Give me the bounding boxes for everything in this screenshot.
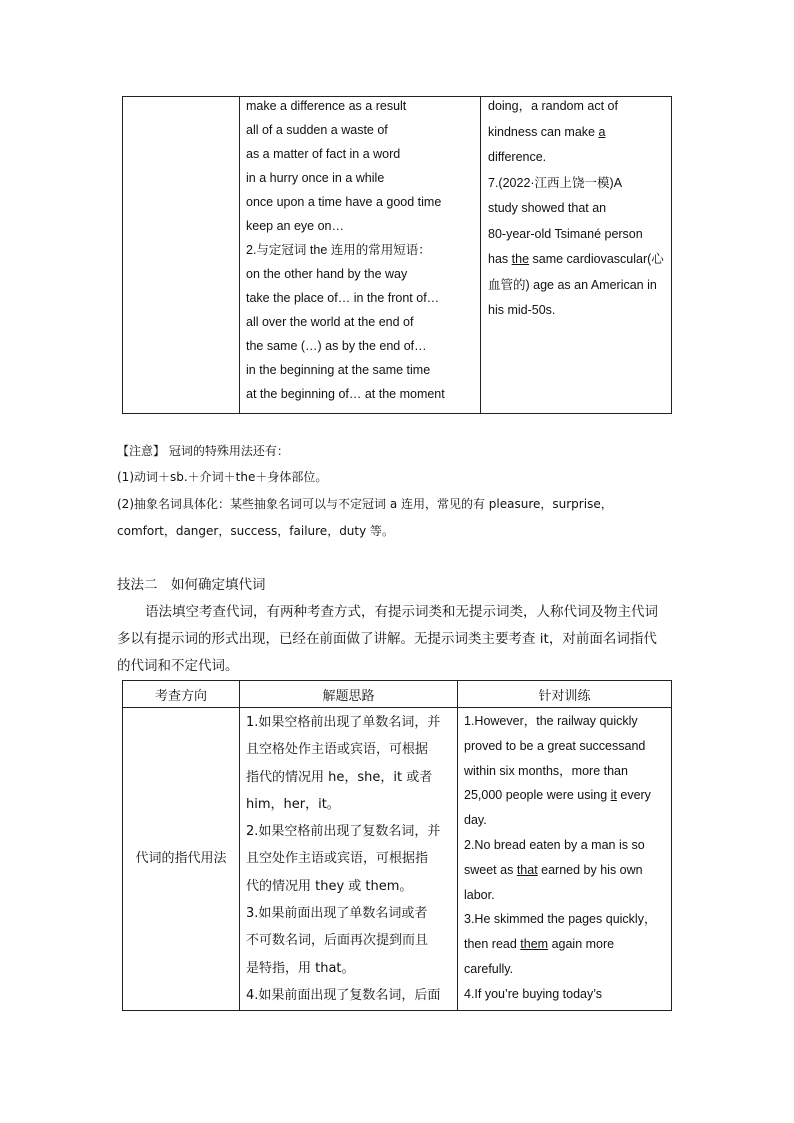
- method-line: 2.如果空格前出现了复数名词，并: [246, 824, 441, 840]
- section-heading: 技法二 如何确定填代词: [117, 577, 266, 593]
- table-header: 考查方向: [123, 681, 240, 708]
- phrase-line: all over the world at the end of: [246, 315, 414, 329]
- paragraph-line: 的代词和不定代词。: [117, 658, 239, 674]
- note-item: comfort，danger，success，failure，duty 等。: [117, 524, 395, 538]
- exercise-line: 7.(2022·江西上饶一模)A: [488, 175, 623, 190]
- method-cell: [240, 708, 458, 1011]
- practice-line: 2.No bread eaten by a man is so: [464, 837, 645, 852]
- exercise-line: 80-year-old Tsimané person: [488, 226, 643, 241]
- phrase-line: at the beginning of… at the moment: [246, 387, 445, 401]
- phrase-line: in the beginning at the same time: [246, 363, 431, 377]
- practice-line: 4.If you’re buying today’s: [464, 986, 603, 1001]
- phrase-line: keep an eye on…: [246, 219, 344, 233]
- article-phrases-table: [122, 96, 672, 414]
- note-item: (1)动词＋sb.＋介词＋the＋身体部位。: [117, 470, 328, 484]
- practice-line: 1.However，the railway quickly: [464, 714, 638, 728]
- phrase-line: as a matter of fact in a word: [246, 147, 401, 161]
- exercise-line: difference.: [488, 150, 547, 164]
- method-line: 指代的情况用 he，she，it 或者: [246, 769, 433, 785]
- note-item: (2)抽象名词具体化：某些抽象名词可以与不定冠词 a 连用，常见的有 pleasure，surprise，: [117, 497, 613, 511]
- practice-line: then read them again more: [464, 937, 615, 952]
- answer-blank: that: [516, 862, 538, 877]
- phrase-line: in a hurry once in a while: [246, 171, 385, 185]
- method-line: 是特指，用 that。: [246, 960, 355, 976]
- phrase-line: the same (…) as by the end of…: [246, 339, 427, 353]
- practice-line: carefully.: [464, 961, 514, 976]
- practice-line: day.: [464, 813, 487, 828]
- answer-blank: the: [511, 252, 530, 266]
- direction-cell: [123, 708, 240, 1011]
- phrase-subheading: 2.与定冠词 the 连用的常用短语：: [246, 243, 431, 257]
- note-heading: 【注意】 冠词的特殊用法还有：: [117, 444, 289, 458]
- phrase-line: all of a sudden a waste of: [246, 123, 388, 137]
- direction-label: 代词的指代用法: [135, 851, 227, 867]
- exercise-line: doing，a random act of: [488, 99, 618, 113]
- practice-line: within six months，more than: [464, 763, 628, 778]
- exercise-cell: [481, 97, 672, 414]
- practice-line: sweet as that earned by his own: [464, 862, 643, 877]
- method-line: 代的情况用 they 或 them。: [246, 878, 413, 894]
- phrase-line: make a difference as a result: [246, 99, 407, 113]
- method-line: 且空处作主语或宾语，可根据指: [246, 851, 429, 867]
- pronoun-table: [122, 680, 672, 1011]
- phrase-line: take the place of… in the front of…: [246, 291, 440, 305]
- paragraph-line: 语法填空考查代词，有两种考查方式，有提示词类和无提示词类，人称代词及物主代词: [145, 604, 658, 620]
- exercise-line: study showed that an: [488, 201, 607, 215]
- phrase-line: once upon a time have a good time: [246, 195, 442, 209]
- empty-direction-cell: [123, 97, 240, 414]
- answer-blank: them: [520, 937, 549, 952]
- method-line: 且空格处作主语或宾语，可根据: [246, 742, 429, 758]
- exercise-line: 血管的) age as an American in: [488, 277, 657, 292]
- practice-line: 3.He skimmed the pages quickly，: [464, 912, 657, 927]
- exercise-line: has the same cardiovascular(心: [488, 252, 664, 266]
- method-line: 1.如果空格前出现了单数名词，并: [246, 715, 441, 730]
- practice-cell: [458, 708, 672, 1011]
- exercise-line: his mid-50s.: [488, 303, 556, 317]
- answer-blank: a: [598, 124, 606, 139]
- practice-line: labor.: [464, 887, 495, 902]
- practice-line: proved to be a great successand: [464, 738, 646, 753]
- table-header: 针对训练: [458, 681, 672, 708]
- method-line: 3.如果前面出现了单数名词或者: [246, 906, 428, 922]
- practice-line: 25,000 people were using it every: [464, 788, 651, 803]
- exercise-line: kindness can make a: [488, 124, 606, 139]
- paragraph-line: 多以有提示词的形式出现，已经在前面做了讲解。无提示词类主要考查 it，对前面名词指代: [117, 631, 657, 647]
- phrases-cell: [240, 97, 481, 414]
- method-line: him，her，it。: [246, 796, 340, 812]
- method-line: 不可数名词，后面再次提到而且: [246, 933, 429, 949]
- phrase-line: on the other hand by the way: [246, 267, 408, 281]
- table-header: 解题思路: [240, 681, 458, 708]
- answer-blank: it: [610, 788, 617, 803]
- method-line: 4.如果前面出现了复数名词，后面: [246, 987, 441, 1003]
